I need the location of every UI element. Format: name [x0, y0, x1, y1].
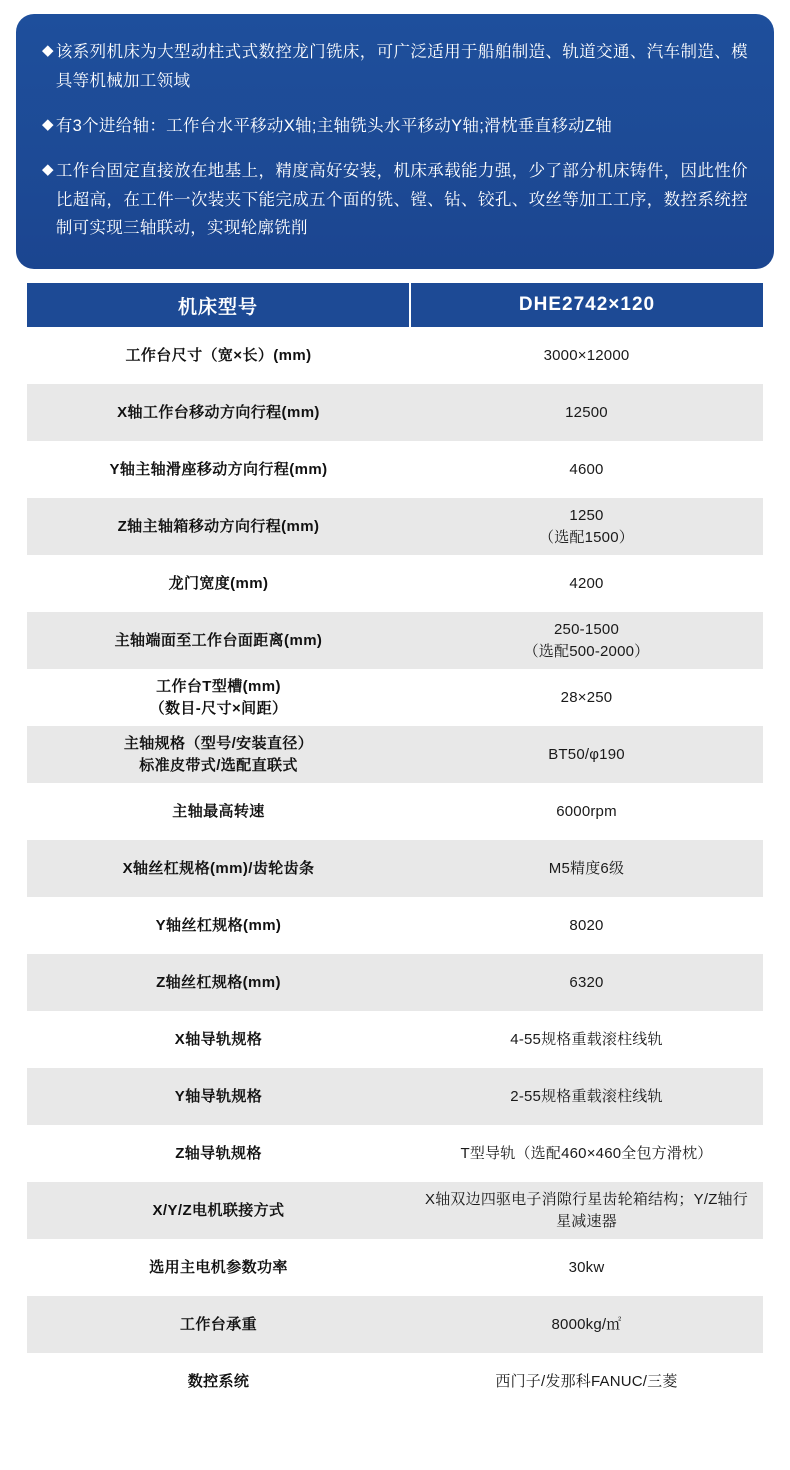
spec-label-cell [27, 669, 410, 726]
spec-label-cell: X轴导轨规格 [27, 1011, 410, 1068]
intro-item-2 [42, 112, 748, 141]
spec-label-cell: Y轴主轴滑座移动方向行程(mm) [27, 441, 410, 498]
spec-value-line: （选配500-2000） [523, 642, 650, 660]
specification-table [27, 283, 763, 1410]
spec-label-cell: Y轴导轨规格 [27, 1068, 410, 1125]
spec-value-cell [410, 498, 763, 555]
spec-value-cell: BT50/φ190 [410, 726, 763, 783]
spec-value-cell: 6320 [410, 954, 763, 1011]
spec-value-cell: 28×250 [410, 669, 763, 726]
spec-label-cell: X轴工作台移动方向行程(mm) [27, 384, 410, 441]
spec-label-cell: 工作台尺寸（宽×长）(mm) [27, 327, 410, 384]
spec-value-line: 250-1500 [554, 621, 619, 638]
header-machine-model-value: DHE2742×120 [410, 283, 763, 327]
diamond-bullet-icon: ◆ [42, 42, 54, 59]
table-row [27, 612, 763, 669]
spec-label-cell: 数控系统 [27, 1353, 410, 1410]
spec-label-cell: 工作台承重 [27, 1296, 410, 1353]
spec-value-line: X轴双边四驱电子消隙行星齿轮箱结构；Y/Z轴行 [425, 1191, 748, 1208]
table-row [27, 327, 763, 384]
table-row [27, 954, 763, 1011]
table-row [27, 441, 763, 498]
spec-label-cell: Z轴丝杠规格(mm) [27, 954, 410, 1011]
intro-panel [16, 14, 774, 269]
spec-value-cell: M5精度6级 [410, 840, 763, 897]
spec-label-line: （数目-尺寸×间距） [149, 699, 288, 717]
spec-label-line: 标准皮带式/选配直联式 [139, 756, 298, 774]
table-row [27, 498, 763, 555]
spec-value-cell: 4-55规格重载滚柱线轨 [410, 1011, 763, 1068]
table-row [27, 783, 763, 840]
table-row [27, 1011, 763, 1068]
table-header [27, 283, 763, 327]
intro-text-1: 该系列机床为大型动柱式式数控龙门铣床，可广泛适用于船舶制造、轨道交通、汽车制造、模具等机械加工领域 [55, 43, 748, 90]
table-row [27, 555, 763, 612]
spec-value-cell [410, 1182, 763, 1239]
spec-value-cell: T型导轨（选配460×460全包方滑枕） [410, 1125, 763, 1182]
spec-value-cell: 8000kg/㎡ [410, 1296, 763, 1353]
spec-label-cell: Y轴丝杠规格(mm) [27, 897, 410, 954]
spec-value-line: 星减速器 [556, 1212, 617, 1230]
spec-value-cell: 3000×12000 [410, 327, 763, 384]
table-row [27, 1125, 763, 1182]
spec-value-cell: 2-55规格重载滚柱线轨 [410, 1068, 763, 1125]
spec-value-cell: 12500 [410, 384, 763, 441]
spec-label-cell: 选用主电机参数功率 [27, 1239, 410, 1296]
spec-label-cell: 主轴最高转速 [27, 783, 410, 840]
spec-label-cell: Z轴主轴箱移动方向行程(mm) [27, 498, 410, 555]
spec-value-cell [410, 612, 763, 669]
table-row [27, 1182, 763, 1239]
spec-value-cell: 30kw [410, 1239, 763, 1296]
intro-item-3 [42, 157, 748, 244]
table-row [27, 840, 763, 897]
table-row [27, 1068, 763, 1125]
spec-value-cell: 4600 [410, 441, 763, 498]
spec-label-line: 工作台T型槽(mm) [156, 678, 281, 695]
spec-label-cell: X/Y/Z电机联接方式 [27, 1182, 410, 1239]
spec-label-cell: X轴丝杠规格(mm)/齿轮齿条 [27, 840, 410, 897]
diamond-bullet-icon: ◆ [42, 160, 54, 178]
spec-value-cell: 西门子/发那科FANUC/三菱 [410, 1353, 763, 1410]
table-row [27, 897, 763, 954]
diamond-bullet-icon: ◆ [42, 115, 54, 133]
spec-label-cell: 龙门宽度(mm) [27, 555, 410, 612]
spec-value-line: 1250 [569, 507, 604, 524]
intro-text-2: 有3个进给轴：工作台水平移动X轴;主轴铣头水平移动Y轴;滑枕垂直移动Z轴 [55, 116, 613, 135]
intro-item-1 [42, 38, 748, 96]
table-row [27, 1353, 763, 1410]
table-row [27, 1239, 763, 1296]
spec-value-cell: 8020 [410, 897, 763, 954]
table-body [27, 327, 763, 1410]
spec-label-line: 主轴规格（型号/安装直径） [123, 735, 314, 752]
spec-value-cell: 4200 [410, 555, 763, 612]
spec-value-line: （选配1500） [539, 528, 634, 546]
table-header-row [27, 283, 763, 327]
spec-label-cell: Z轴导轨规格 [27, 1125, 410, 1182]
intro-text-3: 工作台固定直接放在地基上，精度高好安装，机床承载能力强，少了部分机床铸件，因此性价比超高，在工件一次装夹下能完成五个面的铣、镗、钻、铰孔、攻丝等加工工序，数控系统控制可实现三轴联动，实现轮廓铣削 [55, 161, 748, 238]
spec-value-cell: 6000rpm [410, 783, 763, 840]
table-row [27, 384, 763, 441]
spec-label-cell [27, 726, 410, 783]
header-machine-model-label: 机床型号 [27, 283, 410, 327]
table-row [27, 669, 763, 726]
spec-label-cell: 主轴端面至工作台面距离(mm) [27, 612, 410, 669]
table-row [27, 1296, 763, 1353]
table-row [27, 726, 763, 783]
